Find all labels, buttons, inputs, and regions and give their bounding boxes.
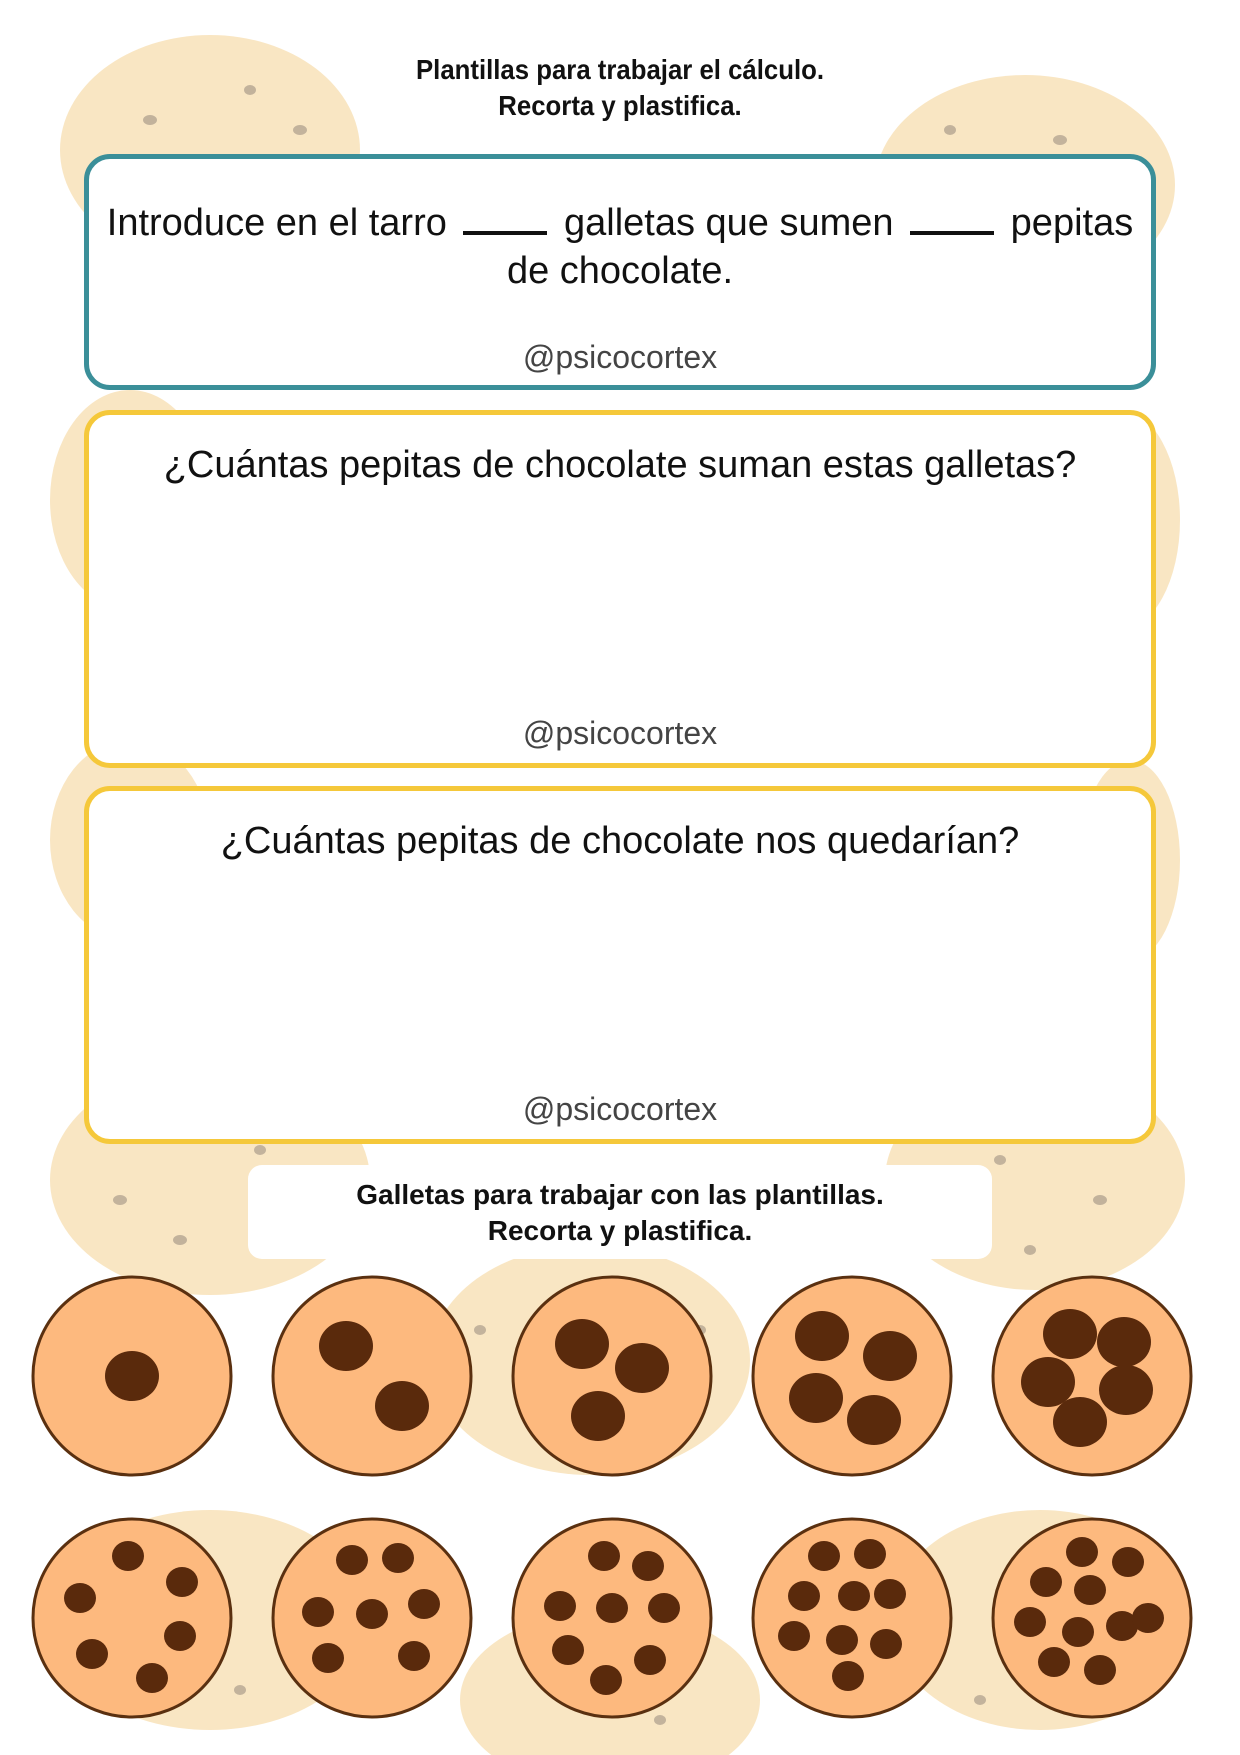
cookie-card[interactable] (273, 1519, 471, 1717)
remaining-question: ¿Cuántas pepitas de chocolate nos quedarían? (220, 820, 1020, 862)
chocolate-chip (596, 1593, 628, 1623)
chocolate-chip (832, 1661, 864, 1691)
chocolate-chip (808, 1541, 840, 1571)
cookie-card[interactable] (993, 1519, 1191, 1717)
jar-instruction (89, 199, 1151, 295)
cookie-card[interactable] (753, 1277, 951, 1475)
cookies-caption-subtitle: Recorta y plastifica. (487, 1215, 753, 1246)
chocolate-chip (632, 1551, 664, 1581)
template-card-jar (84, 154, 1156, 390)
chocolate-chip (302, 1597, 334, 1627)
cookie-card[interactable] (753, 1519, 951, 1717)
jar-text-c: pepitas (1010, 202, 1134, 244)
cookie-circle (753, 1277, 951, 1475)
chocolate-chip (76, 1639, 108, 1669)
chocolate-chip (1021, 1357, 1075, 1407)
page-header (50, 52, 1191, 124)
cookie-cards (0, 1270, 1240, 1730)
chocolate-chip (1066, 1537, 1098, 1567)
cookie-card[interactable] (513, 1519, 711, 1717)
cookie-card[interactable] (993, 1277, 1191, 1475)
chocolate-chip (1099, 1365, 1153, 1415)
chocolate-chip (1053, 1397, 1107, 1447)
jar-text-d: de chocolate. (506, 250, 734, 292)
chocolate-chip (571, 1391, 625, 1441)
chocolate-chip (336, 1545, 368, 1575)
chocolate-chip (870, 1629, 902, 1659)
chocolate-chip (789, 1373, 843, 1423)
chocolate-chip (552, 1635, 584, 1665)
chocolate-chip (1038, 1647, 1070, 1677)
chocolate-chip (1014, 1607, 1046, 1637)
chocolate-chip (1062, 1617, 1094, 1647)
chocolate-chip (375, 1381, 429, 1431)
chocolate-chip (1074, 1575, 1106, 1605)
jar-text-b: galletas que sumen (563, 202, 894, 244)
cookie-circle (273, 1277, 471, 1475)
cookie-circle (513, 1277, 711, 1475)
chocolate-chip (1043, 1309, 1097, 1359)
chocolate-chip (648, 1593, 680, 1623)
chocolate-chip (64, 1583, 96, 1613)
sum-question: ¿Cuántas pepitas de chocolate suman estas galletas? (163, 444, 1077, 486)
chocolate-chip (847, 1395, 901, 1445)
chocolate-chip (588, 1541, 620, 1571)
chocolate-chip (838, 1581, 870, 1611)
author-handle: @psicocortex (522, 715, 718, 751)
chips-sum-blank[interactable] (910, 201, 994, 235)
chocolate-chip (854, 1539, 886, 1569)
chocolate-chip (1132, 1603, 1164, 1633)
chocolate-chip (105, 1351, 159, 1401)
chocolate-chip (778, 1621, 810, 1651)
chocolate-chip (312, 1643, 344, 1673)
chocolate-chip (1097, 1317, 1151, 1367)
chocolate-chip (408, 1589, 440, 1619)
chocolate-chip (795, 1311, 849, 1361)
chocolate-chip (615, 1343, 669, 1393)
chocolate-chip (863, 1331, 917, 1381)
chocolate-chip (544, 1591, 576, 1621)
chocolate-chip (112, 1541, 144, 1571)
chocolate-chip (788, 1581, 820, 1611)
template-card-sum (84, 410, 1156, 768)
chocolate-chip (634, 1645, 666, 1675)
chocolate-chip (356, 1599, 388, 1629)
author-handle: @psicocortex (522, 1091, 718, 1127)
chocolate-chip (164, 1621, 196, 1651)
chocolate-chip (555, 1319, 609, 1369)
chocolate-chip (826, 1625, 858, 1655)
chocolate-chip (136, 1663, 168, 1693)
cookie-card[interactable] (513, 1277, 711, 1475)
chocolate-chip (1030, 1567, 1062, 1597)
chocolate-chip (166, 1567, 198, 1597)
chocolate-chip (1084, 1655, 1116, 1685)
jar-text-a: Introduce en el tarro (106, 202, 447, 244)
cookie-card[interactable] (33, 1277, 231, 1475)
chocolate-chip (319, 1321, 373, 1371)
chocolate-chip (398, 1641, 430, 1671)
header-title: Plantillas para trabajar el cálculo. (415, 54, 825, 85)
chocolate-chip (590, 1665, 622, 1695)
header-subtitle: Recorta y plastifica. (498, 90, 742, 121)
cookies-count-blank[interactable] (463, 201, 547, 235)
chocolate-chip (382, 1543, 414, 1573)
chocolate-chip (874, 1579, 906, 1609)
author-handle: @psicocortex (522, 339, 718, 375)
cookie-card[interactable] (273, 1277, 471, 1475)
cookie-card[interactable] (33, 1519, 231, 1717)
template-card-remaining (84, 786, 1156, 1144)
chocolate-chip (1112, 1547, 1144, 1577)
cookies-caption-title: Galletas para trabajar con las plantillas. (356, 1179, 884, 1210)
cookies-caption (248, 1165, 992, 1259)
